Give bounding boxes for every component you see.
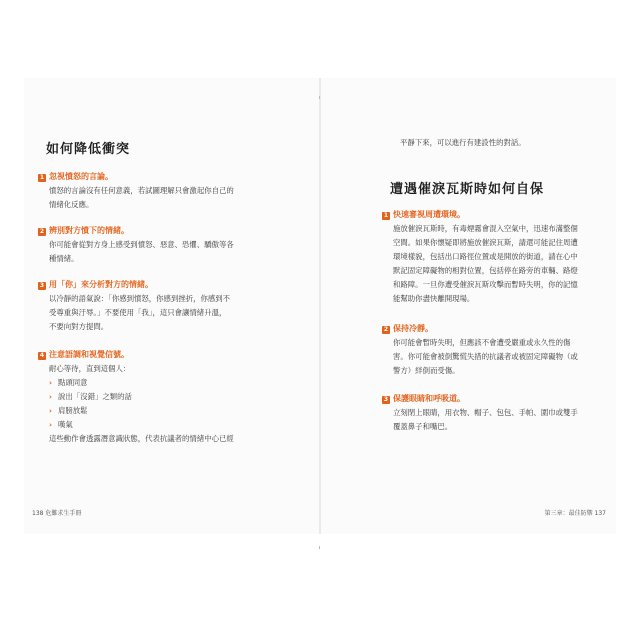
right-page-title: 遭遇催淚瓦斯時如何自保 <box>390 182 545 197</box>
section-heading <box>38 224 278 238</box>
section-heading <box>38 170 278 184</box>
section-heading <box>382 322 602 336</box>
section-heading-text: 用「你」來分析對方的情緒。 <box>49 280 153 289</box>
body-line: 你可能會從對方身上感受到憤怒、惡意、恐懼、驕傲等各 <box>49 240 234 249</box>
section-heading-text: 注意語調和視覺信號。 <box>49 350 129 359</box>
body-line: 不要向對方提問。 <box>49 322 109 331</box>
bullet-list <box>49 376 278 432</box>
section-heading <box>382 208 602 222</box>
section-heading <box>382 392 602 406</box>
right-section-1 <box>382 208 602 306</box>
bullet-item: › 嘆氣 <box>49 418 278 432</box>
body-line: 憤怒的言論沒有任何意義，若試圖理解只會激起你自己的 <box>49 186 234 195</box>
section-heading-text: 辨別對方憤下的情緒。 <box>49 226 129 235</box>
body-line: 害。你可能會被倒驚慌失措的抗議者或被固定障礙物（或 <box>393 352 578 361</box>
body-line: 覆蓋鼻子和嘴巴。 <box>393 422 453 431</box>
section-heading-text: 忽視憤怒的言論。 <box>49 172 113 181</box>
bullet-item: › 點頭同意 <box>49 376 278 390</box>
section-heading-text: 保護眼睛和呼吸道。 <box>393 394 465 403</box>
section-number: 3 <box>39 282 45 289</box>
left-page-title: 如何降低衝突 <box>46 142 131 157</box>
body-line: 警方）絆倒而受傷。 <box>393 366 460 375</box>
body-line: 環境樣貌，包括出口路徑位置或是開放的街道，請在心中 <box>393 252 578 261</box>
body-line: 立刻閉上眼睛，用衣物、帽子、包包、手帕、圍巾或雙手 <box>393 408 578 417</box>
body-line: 空間。如果你懷疑即將施放催淚瓦斯，請還可能記住周遭 <box>393 238 578 247</box>
section-body <box>393 222 602 306</box>
body-line: 能幫助你盡快離開現場。 <box>393 294 475 303</box>
section-number: 2 <box>39 228 45 235</box>
body-line: 情緒化反應。 <box>49 200 94 209</box>
section-number: 1 <box>39 174 45 181</box>
section-heading <box>38 278 278 292</box>
right-section-3 <box>382 392 602 434</box>
body-line: 施放催淚瓦斯時，有毒煙霧會混入空氣中，迅速布滿整個 <box>393 224 578 233</box>
section-body <box>49 362 278 446</box>
left-section-3 <box>38 278 278 334</box>
body-line: 你可能會暫時失明，但應該不會遭受嚴重或永久性的傷 <box>393 338 571 347</box>
bullet-item: › 肩膀放鬆 <box>49 404 278 418</box>
section-number: 2 <box>383 326 389 333</box>
section-body <box>49 184 278 212</box>
section-body <box>393 406 602 434</box>
left-section-2 <box>38 224 278 266</box>
book-fold <box>319 78 321 534</box>
section-number: 1 <box>383 212 389 219</box>
crop-mark-bottom <box>319 546 320 549</box>
body-line: 這些動作會透露潛意識狀態，代表抗議者的情緒中心已經 <box>49 434 234 443</box>
body-line: 和路障。一旦你遭受催淚瓦斯攻擊而暫時失明，你的記憶 <box>393 280 578 289</box>
section-body <box>393 336 602 378</box>
left-section-1 <box>38 170 278 212</box>
body-line: 受尊重與汙辱。」不要使用「我」，這只會讓情緒升溫， <box>49 308 227 317</box>
continuation-line: 平靜下來，可以進行有建設性的對話。 <box>400 138 526 147</box>
section-body <box>49 292 278 334</box>
left-section-4 <box>38 348 278 446</box>
section-number: 3 <box>383 396 389 403</box>
book-spread <box>24 78 616 534</box>
crop-mark-top <box>319 96 320 99</box>
right-page-footer: 第三章：最佳防禦 137 <box>544 510 606 517</box>
section-number: 4 <box>39 352 45 359</box>
section-heading <box>38 348 278 362</box>
body-line: 默記固定障礙物的相對位置，包括停在路旁的車輛、路燈 <box>393 266 578 275</box>
body-line: 耐心等待，直到這個人： <box>49 364 131 373</box>
section-heading-text: 快速審視周遭環境。 <box>393 210 465 219</box>
body-line: 以冷靜的語氣說：「你感到憤怒，你感到挫折，你感到不 <box>49 294 231 303</box>
section-heading-text: 保持冷靜。 <box>393 324 433 333</box>
left-page-footer: 138 危難求生手冊 <box>32 510 82 517</box>
section-body <box>49 238 278 266</box>
right-section-2 <box>382 322 602 378</box>
body-line: 種情緒。 <box>49 254 79 263</box>
bullet-item: › 說出「沒錯」之類的話 <box>49 390 278 404</box>
